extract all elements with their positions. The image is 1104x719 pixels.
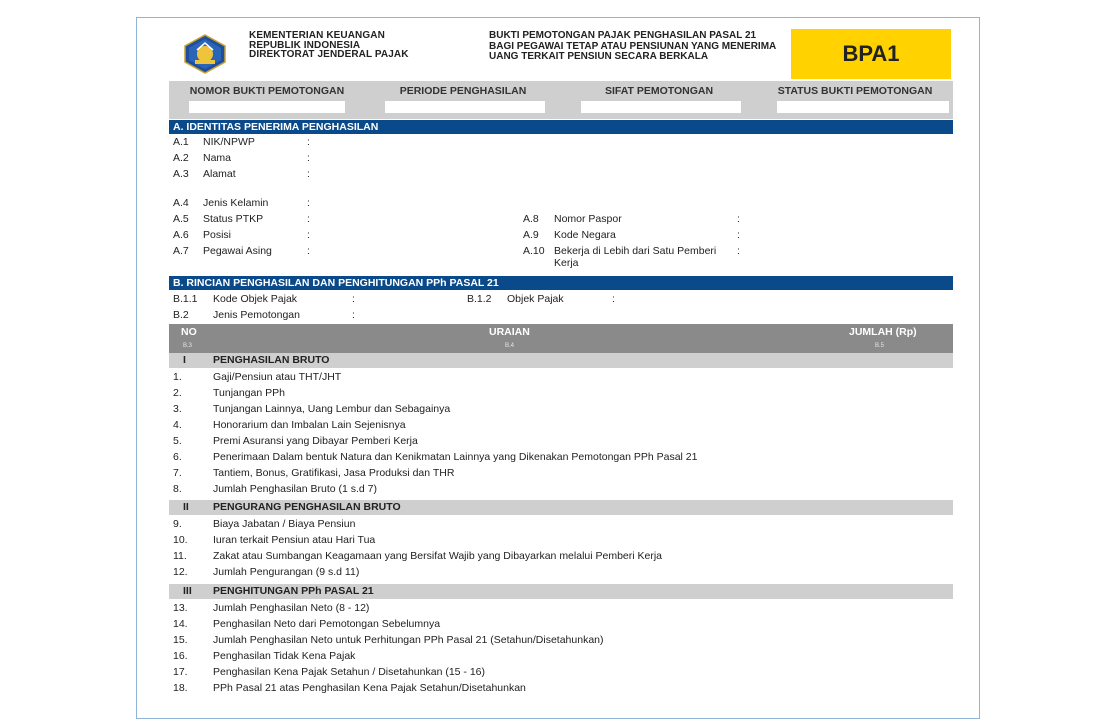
item-no: 18.	[173, 682, 188, 694]
item-no: 15.	[173, 634, 188, 646]
b12-colon: :	[612, 293, 615, 305]
a9-colon: :	[737, 229, 740, 241]
item-no: 8.	[173, 483, 182, 495]
form-title	[489, 31, 776, 63]
item-text: Penghasilan Neto dari Pemotongan Sebelumnya	[213, 618, 441, 630]
item-text: Tantiem, Bonus, Gratifikasi, Jasa Produksi dan THR	[213, 467, 455, 479]
item-no: 12.	[173, 566, 188, 578]
a2-label: Nama	[203, 152, 232, 164]
item-text: Penerimaan Dalam bentuk Natura dan Kenikmatan Lainnya yang Dikenakan Pemotongan PPh Pasal 21	[213, 451, 698, 463]
item-text: Zakat atau Sumbangan Keagamaan yang Bersifat Wajib yang Dibayarkan melalui Pemberi Kerja	[213, 550, 663, 562]
item-text: Jumlah Penghasilan Neto untuk Perhitungan PPh Pasal 21 (Setahun/Disetahunkan)	[213, 634, 604, 646]
top-field-label-sifat: SIFAT PEMOTONGAN	[604, 85, 714, 97]
col-no-code: B.3	[183, 343, 193, 349]
b12-code: B.1.2	[467, 293, 492, 305]
item-no: 5.	[173, 435, 182, 447]
col-uraian-code: B.4	[505, 343, 515, 349]
form-code-badge: BPA1	[791, 29, 951, 79]
a10-label: Bekerja di Lebih dari Satu Pemberi Kerja	[554, 245, 717, 269]
a4-colon: :	[307, 197, 310, 209]
group-iii-title: PENGHITUNGAN PPh PASAL 21	[213, 585, 374, 597]
item-text: Premi Asuransi yang Dibayar Pemberi Kerja	[213, 435, 418, 447]
group-i-roman: I	[183, 354, 186, 366]
item-no: 6.	[173, 451, 182, 463]
b11-label: Kode Objek Pajak	[213, 293, 298, 305]
ministry-of-finance-emblem-icon	[183, 34, 227, 74]
group-iii-header	[169, 584, 953, 599]
item-text: Jumlah Pengurangan (9 s.d 11)	[213, 566, 360, 578]
a3-colon: :	[307, 168, 310, 180]
item-text: Penghasilan Tidak Kena Pajak	[213, 650, 356, 662]
item-no: 14.	[173, 618, 188, 630]
a8-code: A.8	[523, 213, 539, 225]
group-i-header	[169, 353, 953, 368]
ministry-line-2: REPUBLIK INDONESIA	[249, 39, 361, 51]
b11-colon: :	[352, 293, 355, 305]
a8-colon: :	[737, 213, 740, 225]
col-no-header: NO	[181, 326, 197, 338]
item-no: 11.	[173, 550, 187, 562]
a9-label: Kode Negara	[554, 229, 616, 241]
col-uraian-header: URAIAN	[489, 326, 530, 338]
ministry-header	[249, 31, 409, 60]
a2-colon: :	[307, 152, 310, 164]
a3-label: Alamat	[203, 168, 236, 180]
a2-code: A.2	[173, 152, 189, 164]
item-text: Iuran terkait Pensiun atau Hari Tua	[213, 534, 376, 546]
a9-code: A.9	[523, 229, 539, 241]
group-ii-roman: II	[183, 501, 189, 513]
b11-code: B.1.1	[173, 293, 198, 305]
item-text: PPh Pasal 21 atas Penghasilan Kena Pajak Setahun/Disetahunkan	[213, 682, 526, 694]
item-text: Biaya Jabatan / Biaya Pensiun	[213, 518, 356, 530]
document-page	[136, 17, 980, 719]
form-title-line-1: BUKTI PEMOTONGAN PAJAK PENGHASILAN PASAL 21	[489, 30, 757, 41]
a5-label: Status PTKP	[203, 213, 264, 225]
b2-label: Jenis Pemotongan	[213, 309, 300, 321]
group-ii-header	[169, 500, 953, 515]
item-text: Gaji/Pensiun atau THT/JHT	[213, 371, 342, 383]
a6-label: Posisi	[203, 229, 232, 241]
item-text: Tunjangan Lainnya, Uang Lembur dan Sebagainya	[213, 403, 451, 415]
section-a-header: A. IDENTITAS PENERIMA PENGHASILAN	[169, 120, 953, 134]
a1-label: NIK/NPWP	[203, 136, 255, 148]
a5-code: A.5	[173, 213, 189, 225]
item-no: 10.	[173, 534, 188, 546]
item-no: 9.	[173, 518, 182, 530]
top-field-label-periode: PERIODE PENGHASILAN	[399, 85, 527, 97]
a1-code: A.1	[173, 136, 189, 148]
item-text: Tunjangan PPh	[213, 387, 285, 399]
item-no: 13.	[173, 602, 188, 614]
item-text: Jumlah Penghasilan Bruto (1 s.d 7)	[213, 483, 378, 495]
col-jumlah-code: B.5	[875, 343, 885, 349]
item-no: 3.	[173, 403, 182, 415]
section-b-header: B. RINCIAN PENGHASILAN DAN PENGHITUNGAN PPh PASAL 21	[169, 276, 953, 290]
a7-colon: :	[307, 245, 310, 257]
item-text: Honorarium dan Imbalan Lain Sejenisnya	[213, 419, 406, 431]
a4-code: A.4	[173, 197, 189, 209]
group-iii-roman: III	[183, 585, 192, 597]
item-no: 7.	[173, 467, 182, 479]
sifat-field[interactable]	[581, 101, 741, 113]
item-no: 1.	[173, 371, 182, 383]
nomor-bukti-field[interactable]	[189, 101, 345, 113]
a10-colon: :	[737, 245, 740, 257]
a7-code: A.7	[173, 245, 189, 257]
a7-label: Pegawai Asing	[203, 245, 272, 257]
group-i-title: PENGHASILAN BRUTO	[213, 354, 330, 366]
form-title-line-3: UANG TERKAIT PENSIUN SECARA BERKALA	[489, 51, 709, 62]
a4-label: Jenis Kelamin	[203, 197, 269, 209]
a1-colon: :	[307, 136, 310, 148]
form-title-line-2: BAGI PEGAWAI TETAP ATAU PENSIUNAN YANG MENERIMA	[489, 40, 777, 52]
ministry-line-3: DIREKTORAT JENDERAL PAJAK	[249, 49, 409, 60]
a10-code: A.10	[523, 245, 545, 257]
col-jumlah-header: JUMLAH (Rp)	[849, 326, 917, 338]
periode-field[interactable]	[385, 101, 545, 113]
item-no: 17.	[173, 666, 188, 678]
table-header	[169, 324, 953, 353]
item-text: Penghasilan Kena Pajak Setahun / Disetahunkan (15 - 16)	[213, 666, 486, 678]
group-ii-title: PENGURANG PENGHASILAN BRUTO	[213, 501, 401, 513]
b2-colon: :	[352, 309, 355, 321]
a5-colon: :	[307, 213, 310, 225]
item-no: 2.	[173, 387, 182, 399]
a8-label: Nomor Paspor	[554, 213, 622, 225]
a6-colon: :	[307, 229, 310, 241]
b2-code: B.2	[173, 309, 189, 321]
a3-code: A.3	[173, 168, 189, 180]
ministry-line-1: KEMENTERIAN KEUANGAN	[249, 30, 385, 41]
top-field-label-nomor: NOMOR BUKTI PEMOTONGAN	[189, 85, 345, 97]
status-field[interactable]	[777, 101, 949, 113]
top-field-label-status: STATUS BUKTI PEMOTONGAN	[777, 85, 933, 97]
b12-label: Objek Pajak	[507, 293, 564, 305]
item-no: 4.	[173, 419, 182, 431]
item-text: Jumlah Penghasilan Neto (8 - 12)	[213, 602, 370, 614]
top-fields-bar	[169, 81, 953, 119]
item-no: 16.	[173, 650, 188, 662]
a6-code: A.6	[173, 229, 189, 241]
